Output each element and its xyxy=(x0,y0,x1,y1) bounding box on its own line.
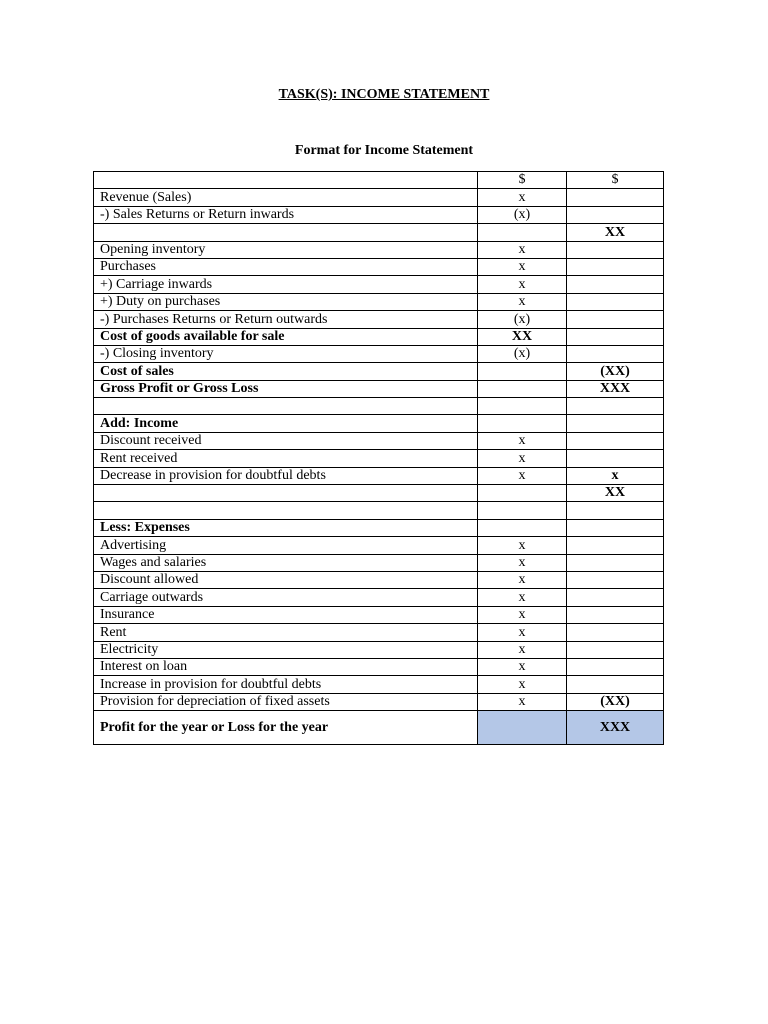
table-row xyxy=(94,606,664,623)
row-label: Electricity xyxy=(94,641,478,658)
table-row xyxy=(94,380,664,397)
row-amount-2: XX xyxy=(567,224,664,241)
row-amount-1: (x) xyxy=(478,311,567,328)
row-amount-2 xyxy=(567,606,664,623)
row-amount-1: x xyxy=(478,537,567,554)
table-row xyxy=(94,641,664,658)
row-amount-1 xyxy=(478,502,567,519)
row-label: Purchases xyxy=(94,258,478,275)
row-amount-1: x xyxy=(478,693,567,710)
row-label xyxy=(94,502,478,519)
profit-label: Profit for the year or Loss for the year xyxy=(94,711,478,745)
row-amount-2 xyxy=(567,276,664,293)
row-label: Revenue (Sales) xyxy=(94,189,478,206)
income-statement-table xyxy=(93,171,664,745)
header-dollar-1: $ xyxy=(478,172,567,189)
row-amount-1: x xyxy=(478,571,567,588)
row-label: Decrease in provision for doubtful debts xyxy=(94,467,478,484)
table-row xyxy=(94,589,664,606)
row-amount-1: x xyxy=(478,241,567,258)
row-label: Cost of goods available for sale xyxy=(94,328,478,345)
row-label: Wages and salaries xyxy=(94,554,478,571)
row-label: Insurance xyxy=(94,606,478,623)
row-amount-2: (XX) xyxy=(567,363,664,380)
row-label: Add: Income xyxy=(94,415,478,432)
row-amount-2 xyxy=(567,398,664,415)
table-row xyxy=(94,450,664,467)
table-row xyxy=(94,676,664,693)
row-label: Carriage outwards xyxy=(94,589,478,606)
row-amount-2 xyxy=(567,415,664,432)
profit-shaded-cell xyxy=(478,711,567,745)
row-amount-2 xyxy=(567,258,664,275)
row-label: Opening inventory xyxy=(94,241,478,258)
row-amount-2 xyxy=(567,450,664,467)
row-label: Cost of sales xyxy=(94,363,478,380)
table-row xyxy=(94,258,664,275)
row-label: -) Sales Returns or Return inwards xyxy=(94,206,478,223)
row-amount-2 xyxy=(567,189,664,206)
row-amount-2 xyxy=(567,345,664,362)
table-row xyxy=(94,693,664,710)
row-amount-2 xyxy=(567,624,664,641)
row-label: Rent xyxy=(94,624,478,641)
row-amount-2 xyxy=(567,241,664,258)
row-label: Interest on loan xyxy=(94,658,478,675)
row-amount-2 xyxy=(567,293,664,310)
table-row xyxy=(94,537,664,554)
row-amount-1: (x) xyxy=(478,206,567,223)
row-label: Discount received xyxy=(94,432,478,449)
table-row xyxy=(94,571,664,588)
row-amount-1: x xyxy=(478,432,567,449)
row-amount-1: x xyxy=(478,293,567,310)
row-amount-2 xyxy=(567,571,664,588)
row-amount-1: x xyxy=(478,606,567,623)
row-label: -) Closing inventory xyxy=(94,345,478,362)
table-row xyxy=(94,328,664,345)
table-row xyxy=(94,311,664,328)
row-label xyxy=(94,224,478,241)
row-amount-2 xyxy=(567,206,664,223)
table-row xyxy=(94,241,664,258)
row-amount-1: (x) xyxy=(478,345,567,362)
table-row xyxy=(94,363,664,380)
table-row xyxy=(94,519,664,536)
row-amount-2 xyxy=(567,537,664,554)
table-row xyxy=(94,554,664,571)
row-label: Increase in provision for doubtful debts xyxy=(94,676,478,693)
row-amount-1 xyxy=(478,519,567,536)
row-amount-1: x xyxy=(478,189,567,206)
row-amount-1 xyxy=(478,363,567,380)
table-row xyxy=(94,658,664,675)
row-amount-1: XX xyxy=(478,328,567,345)
profit-amount: XXX xyxy=(567,711,664,745)
row-label xyxy=(94,398,478,415)
row-amount-2 xyxy=(567,311,664,328)
row-amount-2 xyxy=(567,328,664,345)
header-dollar-2: $ xyxy=(567,172,664,189)
row-amount-1 xyxy=(478,398,567,415)
table-row xyxy=(94,467,664,484)
row-label: Less: Expenses xyxy=(94,519,478,536)
row-amount-1 xyxy=(478,224,567,241)
row-amount-1 xyxy=(478,380,567,397)
row-amount-1: x xyxy=(478,258,567,275)
row-label: Discount allowed xyxy=(94,571,478,588)
table-row xyxy=(94,432,664,449)
row-amount-2 xyxy=(567,432,664,449)
table-row xyxy=(94,276,664,293)
row-amount-1: x xyxy=(478,624,567,641)
header-row xyxy=(94,172,664,189)
table-row xyxy=(94,224,664,241)
row-amount-2 xyxy=(567,519,664,536)
row-amount-1 xyxy=(478,485,567,502)
row-label: +) Duty on purchases xyxy=(94,293,478,310)
row-label: Advertising xyxy=(94,537,478,554)
row-amount-1: x xyxy=(478,676,567,693)
profit-row xyxy=(94,711,664,745)
row-amount-1: x xyxy=(478,467,567,484)
table-row xyxy=(94,624,664,641)
row-label: +) Carriage inwards xyxy=(94,276,478,293)
row-amount-1: x xyxy=(478,554,567,571)
row-amount-1: x xyxy=(478,450,567,467)
table-row xyxy=(94,206,664,223)
row-amount-2 xyxy=(567,502,664,519)
row-amount-1: x xyxy=(478,589,567,606)
table-row xyxy=(94,485,664,502)
row-amount-2 xyxy=(567,641,664,658)
table-row xyxy=(94,189,664,206)
row-amount-2: XXX xyxy=(567,380,664,397)
table-subtitle: Format for Income Statement xyxy=(294,143,474,158)
row-amount-1: x xyxy=(478,276,567,293)
table-row xyxy=(94,398,664,415)
row-amount-2 xyxy=(567,676,664,693)
table-row xyxy=(94,345,664,362)
table-row xyxy=(94,293,664,310)
row-label: -) Purchases Returns or Return outwards xyxy=(94,311,478,328)
row-amount-1: x xyxy=(478,641,567,658)
row-amount-2 xyxy=(567,658,664,675)
page-title: TASK(S): INCOME STATEMENT xyxy=(278,87,490,102)
row-label: Rent received xyxy=(94,450,478,467)
header-label-cell xyxy=(94,172,478,189)
table-row xyxy=(94,502,664,519)
row-label: Gross Profit or Gross Loss xyxy=(94,380,478,397)
row-amount-2: (XX) xyxy=(567,693,664,710)
row-label: Provision for depreciation of fixed assets xyxy=(94,693,478,710)
row-amount-2: x xyxy=(567,467,664,484)
row-amount-1: x xyxy=(478,658,567,675)
table-row xyxy=(94,415,664,432)
row-amount-2 xyxy=(567,589,664,606)
row-amount-1 xyxy=(478,415,567,432)
row-amount-2: XX xyxy=(567,485,664,502)
row-label xyxy=(94,485,478,502)
row-amount-2 xyxy=(567,554,664,571)
